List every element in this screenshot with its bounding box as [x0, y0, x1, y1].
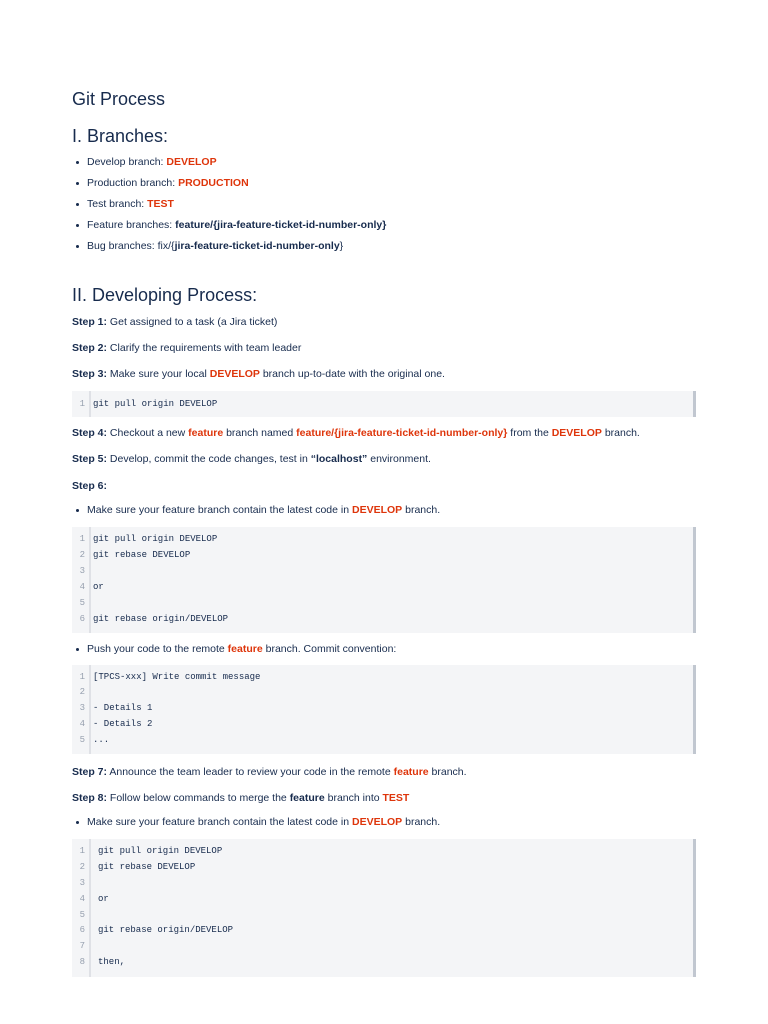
code-line: 4 or	[79, 582, 104, 592]
step-6: Step 6:	[72, 480, 108, 492]
code-line: 6 git rebase origin/DEVELOP	[79, 614, 229, 624]
code-line: 5	[79, 910, 85, 920]
step-4: Step 4: Checkout a new feature branch named feature/{jira-feature-ticket-id-number-only} from the DEVELOP branch.	[72, 427, 640, 439]
step-8-bullet-a	[72, 816, 440, 837]
step-2: Step 2: Clarify the requirements with team leader	[72, 342, 302, 354]
list-item: Production branch: PRODUCTION	[72, 177, 386, 198]
step-6-bullet-b	[72, 643, 396, 664]
code-block-3	[72, 665, 696, 754]
code-line: 1 [TPCS-xxx] Write commit message	[79, 672, 261, 682]
step-7: Step 7: Announce the team leader to review your code in the remote feature branch.	[72, 766, 467, 778]
process-heading: II. Developing Process:	[72, 285, 258, 305]
branches-list	[72, 156, 386, 261]
code-block-2	[72, 527, 696, 633]
code-line: 8 then,	[79, 957, 126, 967]
code-line: 2	[79, 687, 85, 697]
code-block-1	[72, 391, 696, 417]
step-5: Step 5: Develop, commit the code changes, test in “localhost” environment.	[72, 453, 431, 465]
step-6-bullet-a	[72, 504, 440, 525]
list-item: Make sure your feature branch contain the latest code in DEVELOP branch.	[72, 504, 440, 525]
branches-heading: I. Branches:	[72, 126, 169, 146]
step-3: Step 3: Make sure your local DEVELOP branch up-to-date with the original one.	[72, 368, 445, 380]
code-line: 5 ...	[79, 735, 110, 745]
code-line: 5	[79, 598, 85, 608]
list-item: Push your code to the remote feature branch. Commit convention:	[72, 643, 396, 664]
code-block-4	[72, 839, 696, 977]
code-line: 1 git pull origin DEVELOP	[79, 399, 218, 409]
code-line: 2 git rebase DEVELOP	[79, 550, 191, 560]
code-line: 1 git pull origin DEVELOP	[79, 846, 223, 856]
page-title: Git Process	[72, 89, 166, 109]
step-8: Step 8: Follow below commands to merge the feature branch into TEST	[72, 792, 410, 804]
code-line: 3	[79, 878, 85, 888]
list-item: Bug branches: fix/{jira-feature-ticket-id-number-only}	[72, 240, 386, 261]
code-line: 7	[79, 941, 85, 951]
code-line: 1 git pull origin DEVELOP	[79, 534, 218, 544]
code-line: 4 - Details 2	[79, 719, 153, 729]
list-item: Make sure your feature branch contain the latest code in DEVELOP branch.	[72, 816, 440, 837]
list-item: Develop branch: DEVELOP	[72, 156, 386, 177]
list-item: Feature branches: feature/{jira-feature-ticket-id-number-only}	[72, 219, 386, 240]
list-item: Test branch: TEST	[72, 198, 386, 219]
step-1: Step 1: Get assigned to a task (a Jira ticket)	[72, 316, 278, 328]
code-line: 3 - Details 1	[79, 703, 153, 713]
code-line: 3	[79, 566, 85, 576]
code-line: 6 git rebase origin/DEVELOP	[79, 925, 234, 935]
code-line: 2 git rebase DEVELOP	[79, 862, 196, 872]
code-line: 4 or	[79, 894, 109, 904]
